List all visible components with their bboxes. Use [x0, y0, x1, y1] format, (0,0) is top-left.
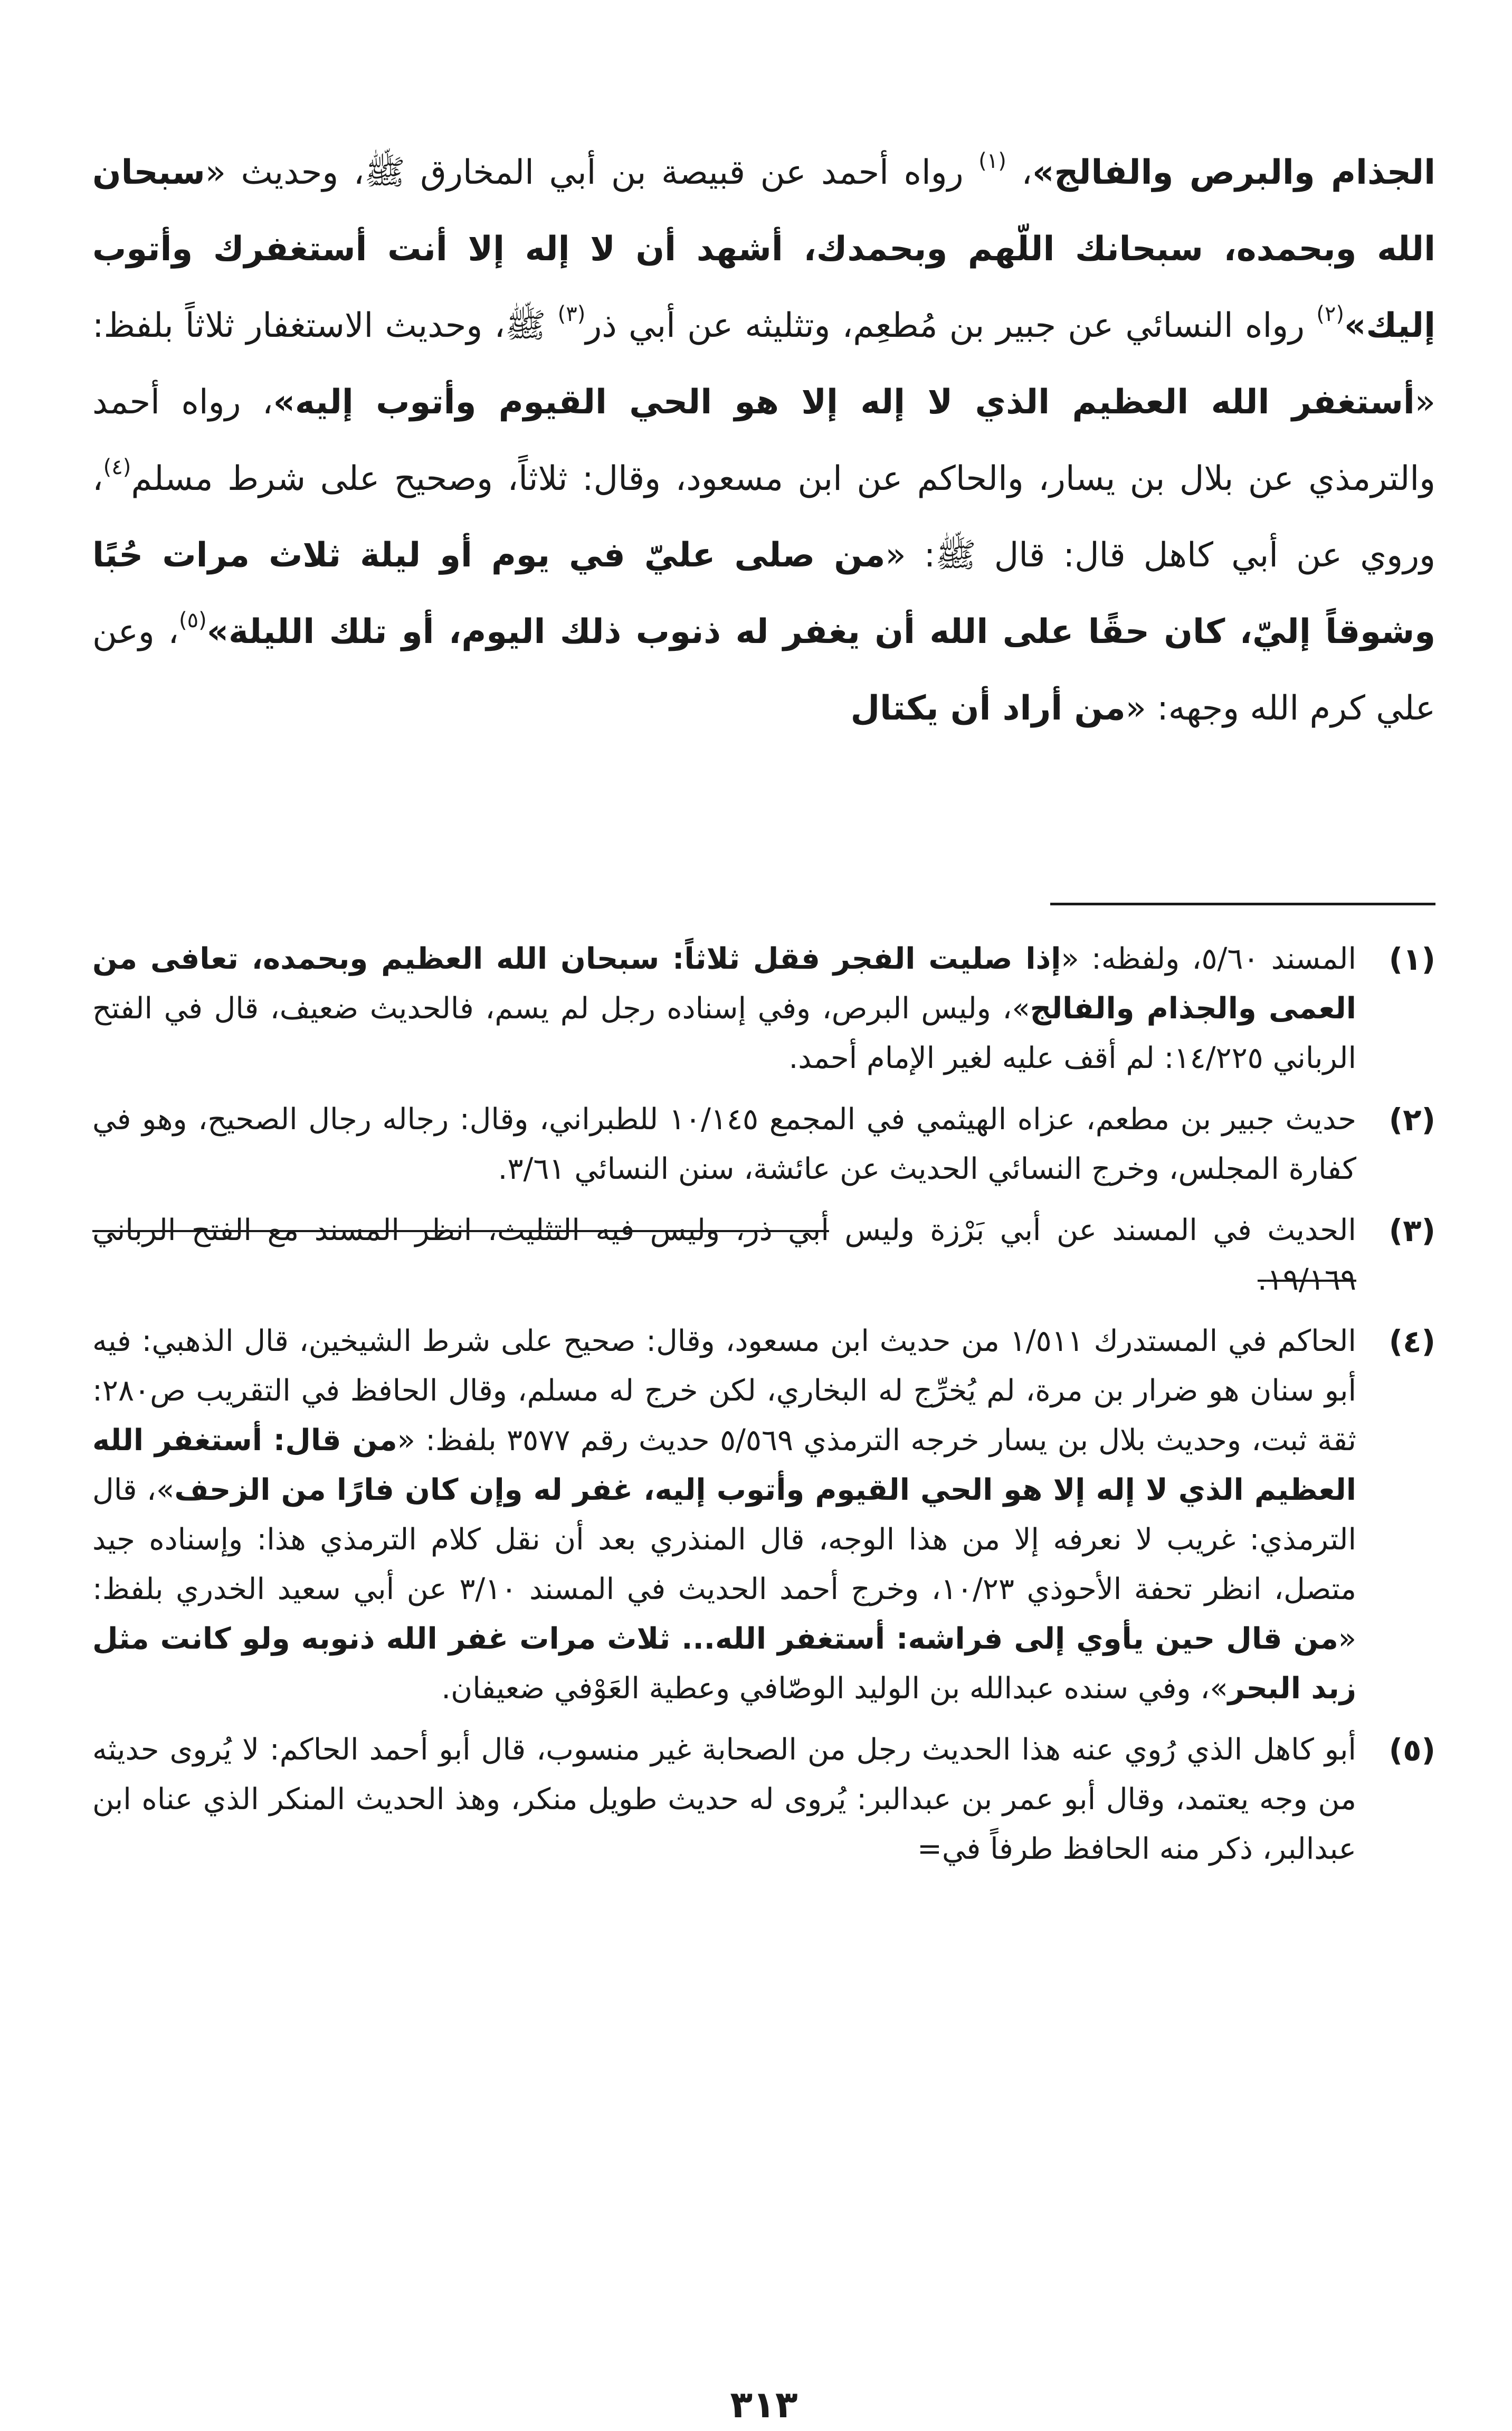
footnote-5 [92, 1725, 1435, 1874]
footnote-number: (٤) [1389, 1323, 1435, 1359]
footnote-ref-3[interactable]: (٣) [557, 302, 586, 326]
footnote-2 [92, 1095, 1435, 1194]
footnote-number: (٥) [1389, 1732, 1435, 1768]
main-text-run-2: رواه أحمد عن قبيصة بن أبي المخارق ﷺ، وحديث « [205, 153, 979, 192]
main-text-run-10: ، وعن علي كرم الله وجهه: « [92, 612, 1435, 728]
footnote-quote: إذا صليت الفجر فقل ثلاثاً: سبحان الله العظيم وبحمده، تعافى من العمى والجذام والفالج [92, 942, 1357, 1026]
footnotes [92, 934, 1435, 1886]
footnote-body [92, 934, 1356, 1083]
main-text-bold-1: الجذام والبرص والفالج» [1032, 153, 1435, 192]
footnote-divider [1050, 903, 1435, 905]
main-text-run-7: ، رواه أحمد والترمذي عن بلال بن يسار، والحاكم عن ابن مسعود، وقال: ثلاثاً، وصحيح على شرط مسلم [92, 383, 1435, 498]
footnote-4 [92, 1317, 1435, 1714]
main-text-run-5: ﷺ، وحديث الاستغفار ثلاثاً بلفظ: « [92, 306, 1435, 422]
page-number: ٣١٣ [730, 2383, 798, 2426]
main-text-bold-9: من صلى عليّ في يوم أو ليلة ثلاث مرات حُبًا وشوقاً إليّ، كان حقًا على الله أن يغفر له ذنوب ذلك اليوم، أو تلك الليلة» [92, 536, 1435, 651]
footnote-number: (٣) [1389, 1213, 1435, 1248]
main-text-run-8: ، وروي عن أبي كاهل قال: قال ﷺ: « [92, 459, 1435, 575]
main-text-run-4: رواه النسائي عن جبير بن مُطعِم، وتثليثه عن أبي ذر [585, 306, 1317, 345]
main-text [92, 135, 1435, 847]
footnote-1 [92, 934, 1435, 1083]
main-text-sep-1: ، [1006, 153, 1033, 192]
footnote-ref-2[interactable]: (٢) [1316, 302, 1344, 326]
main-text-bold-6: أستغفر الله العظيم الذي لا إله إلا هو الحي القيوم وأتوب إليه» [273, 383, 1415, 422]
footnote-3 [92, 1206, 1435, 1305]
footnote-quote: من قال: أستغفر الله العظيم الذي لا إله إلا هو الحي القيوم وأتوب إليه، غفر له وإن كان فارًا من الزحف [92, 1423, 1357, 1507]
footnote-body: أبو كاهل الذي رُوي عنه هذا الحديث رجل من الصحابة غير منسوب، قال أبو أحمد الحاكم: لا يُروى حديثه من وجه يعتمد، وقال أبو عمر بن عبدالبر: يُروى له حديث طويل منكر، وهذ الحديث المنكر الذي عناه ابن عبدالبر، ذكر منه الحافظ طرفاً في= [92, 1733, 1356, 1866]
footnote-body [92, 1206, 1356, 1305]
footnote-body [92, 1317, 1356, 1714]
footnote-ref-1[interactable]: (١) [978, 149, 1006, 173]
footnote-number: (٢) [1389, 1102, 1435, 1138]
main-text-bold-3: سبحان الله وبحمده، سبحانك اللّهم وبحمدك، أشهد أن لا إله إلا أنت أستغفرك وأتوب إليك» [92, 153, 1435, 345]
footnote-body: حديث جبير بن مطعم، عزاه الهيثمي في المجمع ١٠/١٤٥ للطبراني، وقال: رجاله رجال الصحيح، وهو في كفارة المجلس، وخرج النسائي الحديث عن عائشة، سنن النسائي ٣/٦١. [92, 1102, 1357, 1186]
footnote-text: المسند ٥/٦٠، ولفظه: « [1061, 942, 1357, 976]
footnote-text: »، قال الترمذي: غريب لا نعرفه إلا من هذا الوجه، قال المنذري بعد أن نقل كلام الترمذي هذا: وإسناده جيد متصل، انظر تحفة الأحوذي ١٠/٢٣، وخرج أحمد الحديث في المسند ٣/١٠ عن أبي سعيد الخدري بلفظ: « [92, 1473, 1356, 1656]
footnote-ref-4[interactable]: (٤) [103, 455, 131, 479]
footnote-ref-5[interactable]: (٥) [178, 608, 207, 632]
footnote-quote: من قال حين يأوي إلى فراشه: أستغفر الله... ثلاث مرات غفر الله ذنوبه ولو كانت مثل زبد البحر [92, 1622, 1356, 1706]
main-text-bold-11: من أراد أن يكتال [850, 689, 1126, 728]
footnote-text: الحاكم في المستدرك ١/٥١١ من حديث ابن مسعود، وقال: صحيح على شرط الشيخين، قال الذهبي: فيه أبو سنان هو ضرار بن مرة، لم يُخرِّج له البخاري، لكن خرج له مسلم، وقال الحافظ في التقريب ص٢٨٠: ثقة ثبت، وحديث بلال بن يسار خرجه الترمذي ٥/٥٦٩ حديث رقم ٣٥٧٧ بلفظ: « [92, 1324, 1357, 1458]
footnote-number: (١) [1389, 941, 1435, 977]
footnote-text: »، وليس البرص، وفي إسناده رجل لم يسم، فالحديث ضعيف، قال في الفتح الرباني ١٤/٢٢٥: لم أقف عليه لغير الإمام أحمد. [92, 991, 1356, 1075]
book-page [92, 135, 1435, 2426]
footnote-text: »، وفي سنده عبدالله بن الوليد الوصّافي وعطية العَوْفي ضعيفان. [441, 1671, 1228, 1706]
footnote-text: الحديث في المسند عن أبي بَرْزة وليس [829, 1213, 1356, 1247]
struck-through-text: أبي ذر، وليس فيه التثليث، انظر المسند مع الفتح الرباني ١٩/١٦٩. [92, 1213, 1356, 1297]
